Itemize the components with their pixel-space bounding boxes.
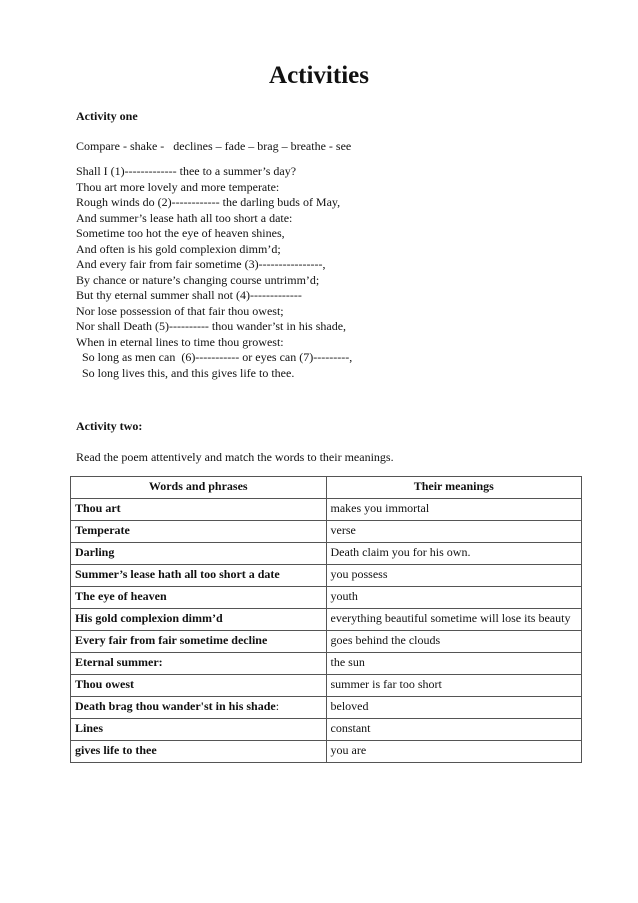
page-title: Activities	[269, 62, 369, 89]
table-row	[71, 521, 582, 543]
poem-line: And often is his gold complexion dimm’d;	[76, 241, 281, 256]
poem-line: And summer’s lease hath all too short a date:	[76, 210, 293, 225]
table-row	[71, 543, 582, 565]
poem-line: Shall I (1)------------- thee to a summer’s day?	[76, 164, 297, 178]
poem	[76, 164, 352, 381]
table-row	[71, 719, 582, 741]
poem-line: Rough winds do (2)------------ the darling buds of May,	[76, 195, 341, 209]
column-header-words: Words and phrases	[71, 477, 327, 499]
meaning-cell: verse	[326, 521, 582, 543]
word-cell	[71, 697, 327, 719]
poem-line: Sometime too hot the eye of heaven shines,	[76, 226, 285, 240]
poem-line: Nor lose possession of that fair thou owest;	[76, 303, 284, 318]
table-header-row	[71, 477, 582, 499]
table-row	[71, 565, 582, 587]
table-row	[71, 675, 582, 697]
activity-one-heading: Activity one	[76, 109, 138, 123]
poem-line: But thy eternal summer shall not (4)-------------	[76, 288, 302, 302]
word-cell: Eternal summer:	[71, 653, 327, 675]
word-cell: Temperate	[71, 521, 327, 543]
meaning-cell: youth	[326, 587, 582, 609]
poem-line: So long as men can (6)----------- or eyes can (7)---------,	[76, 350, 353, 364]
table-row	[71, 609, 582, 631]
meaning-cell: Death claim you for his own.	[326, 543, 582, 565]
word-text: Death brag thou wander'st in his shade	[75, 699, 276, 713]
word-cell: Darling	[71, 543, 327, 565]
word-cell: The eye of heaven	[71, 587, 327, 609]
word-bank: Compare - shake - declines – fade – brag – breathe - see	[76, 139, 352, 153]
poem-line: Nor shall Death (5)---------- thou wander’st in his shade,	[76, 319, 347, 333]
poem-line: When in eternal lines to time thou growest:	[76, 334, 284, 349]
word-cell: Every fair from fair sometime decline	[71, 631, 327, 653]
word-cell: Thou art	[71, 499, 327, 521]
poem-line: And every fair from fair sometime (3)----------------,	[76, 257, 326, 271]
table-row	[71, 697, 582, 719]
word-suffix: :	[275, 699, 280, 713]
word-cell: His gold complexion dimm’d	[71, 609, 327, 631]
activity-two-instruction: Read the poem attentively and match the words to their meanings.	[76, 450, 394, 464]
column-header-meanings: Their meanings	[326, 477, 582, 499]
poem-line: So long lives this, and this gives life to thee.	[76, 365, 295, 380]
activity-two-heading: Activity two:	[76, 419, 143, 433]
word-cell: Summer’s lease hath all too short a date	[71, 565, 327, 587]
table-row	[71, 587, 582, 609]
meaning-cell: goes behind the clouds	[326, 631, 582, 653]
table-row	[71, 653, 582, 675]
matching-table	[70, 476, 582, 763]
table-row	[71, 499, 582, 521]
meaning-cell: everything beautiful sometime will lose its beauty	[326, 609, 582, 631]
word-cell: Lines	[71, 719, 327, 741]
table-row	[71, 631, 582, 653]
meaning-cell: beloved	[326, 697, 582, 719]
meaning-cell: you possess	[326, 565, 582, 587]
meaning-cell: summer is far too short	[326, 675, 582, 697]
word-cell: Thou owest	[71, 675, 327, 697]
poem-line: By chance or nature’s changing course untrimm’d;	[76, 272, 320, 287]
meaning-cell: the sun	[326, 653, 582, 675]
table-row	[71, 741, 582, 763]
word-cell: gives life to thee	[71, 741, 327, 763]
meaning-cell: you are	[326, 741, 582, 763]
meaning-cell: constant	[326, 719, 582, 741]
poem-line: Thou art more lovely and more temperate:	[76, 179, 280, 194]
meaning-cell: makes you immortal	[326, 499, 582, 521]
